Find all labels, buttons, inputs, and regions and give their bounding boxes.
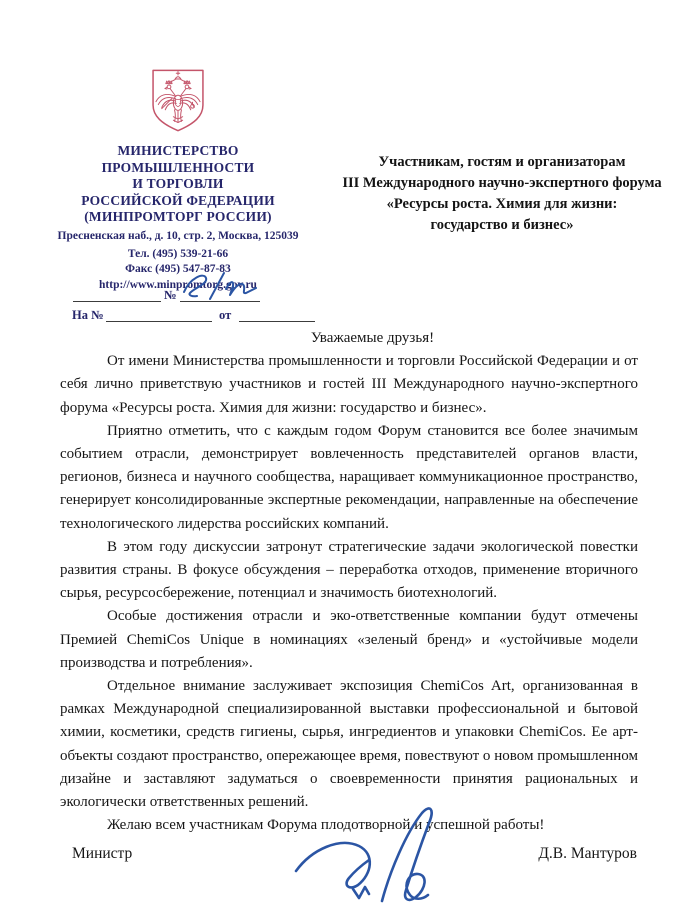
letter-body: [60, 327, 638, 837]
paragraph: Отдельное внимание заслуживает экспозиция ChemiCos Art, организованная в рамках Международной специализированной выставки профессиональной и бытовой химии, косметики, средств гигиены, сырья, ингредиентов и упаковки ChemiCos. Ее арт-объекты создают пространство, опережающее время, повествуют о новом промышленном дизайне и заставляют задуматься о своевременности принятия рациональных и экологически ответственных решений.: [60, 678, 638, 811]
addressee-line: Участникам, гостям и организаторам: [378, 154, 626, 170]
paragraph: Желаю всем участникам Форума плодотворной и успешной работы!: [107, 817, 545, 834]
paragraph: Особые достижения отрасли и эко-ответственные компании будут отмечены Премией ChemiCos Unique в номинациях «зеленый бренд» и «устойчивые модели производства и потребления».: [60, 608, 638, 671]
salutation: Уважаемые друзья!: [310, 330, 435, 346]
addressee-line: III Международного научно-экспертного форума: [342, 175, 662, 191]
ministry-phone: Тел. (495) 539-21-66: [127, 247, 229, 260]
reply-date-label: от: [219, 308, 232, 322]
ministry-name: [50, 143, 306, 226]
addressee-line: государство и бизнес»: [430, 217, 574, 233]
ministry-address: Пресненская наб., д. 10, стр. 2, Москва, 125039: [57, 229, 299, 242]
paragraph: Приятно отметить, что с каждым годом Форум становится все более значимым событием отрасли, демонстрирует вовлеченность представителей органов власти, регионов, бизнеса и научного сообщества, наращивает коммуникационное пространство, генерирует консолидированные экспертные рекомендации, направленные на обеспечение технологического лидерства российских компаний.: [60, 422, 638, 532]
letterhead: [50, 68, 306, 293]
number-sign-label: №: [164, 288, 177, 302]
outgoing-date-line: [73, 300, 161, 302]
ministry-name-line: И ТОРГОВЛИ: [132, 176, 224, 191]
ministry-website: http://www.minpromtorg.gov.ru: [99, 278, 257, 291]
minister-name: Д.В. Мантуров: [538, 845, 637, 862]
reply-number-line: [106, 320, 212, 322]
ministry-name-line: МИНИСТЕРСТВО: [117, 143, 239, 158]
ministry-name-line: (МИНПРОМТОРГ РОССИИ): [84, 209, 272, 224]
minister-title: Министр: [72, 845, 133, 862]
addressee-block: [330, 152, 674, 236]
minister-signature-mark: [290, 797, 468, 912]
paragraph: В этом году дискуссии затронут стратегические задачи экологической повестки развития страны. В фокусе обсуждения – переработка отходов, применение вторичного сырья, ресурсосбережение, потенциал и значимость биотехнологий.: [60, 538, 638, 602]
ministry-name-line: РОССИЙСКОЙ ФЕДЕРАЦИИ: [81, 192, 275, 208]
ministry-fax: Факс (495) 547-87-83: [125, 263, 231, 275]
addressee-line: «Ресурсы роста. Химия для жизни:: [386, 196, 618, 212]
reply-number-label: На №: [72, 308, 104, 322]
handwritten-number-mark: [176, 268, 260, 306]
reply-date-line: [239, 320, 315, 322]
paragraph: От имени Министерства промышленности и торговли Российской Федерации и от себя лично приветствую участников и гостей III Международного научно-экспертного форума «Ресурсы роста. Химия для жизни: государство и бизнес».: [60, 353, 638, 416]
coat-of-arms-icon: [149, 68, 207, 133]
ministry-name-line: ПРОМЫШЛЕННОСТИ: [101, 159, 255, 175]
